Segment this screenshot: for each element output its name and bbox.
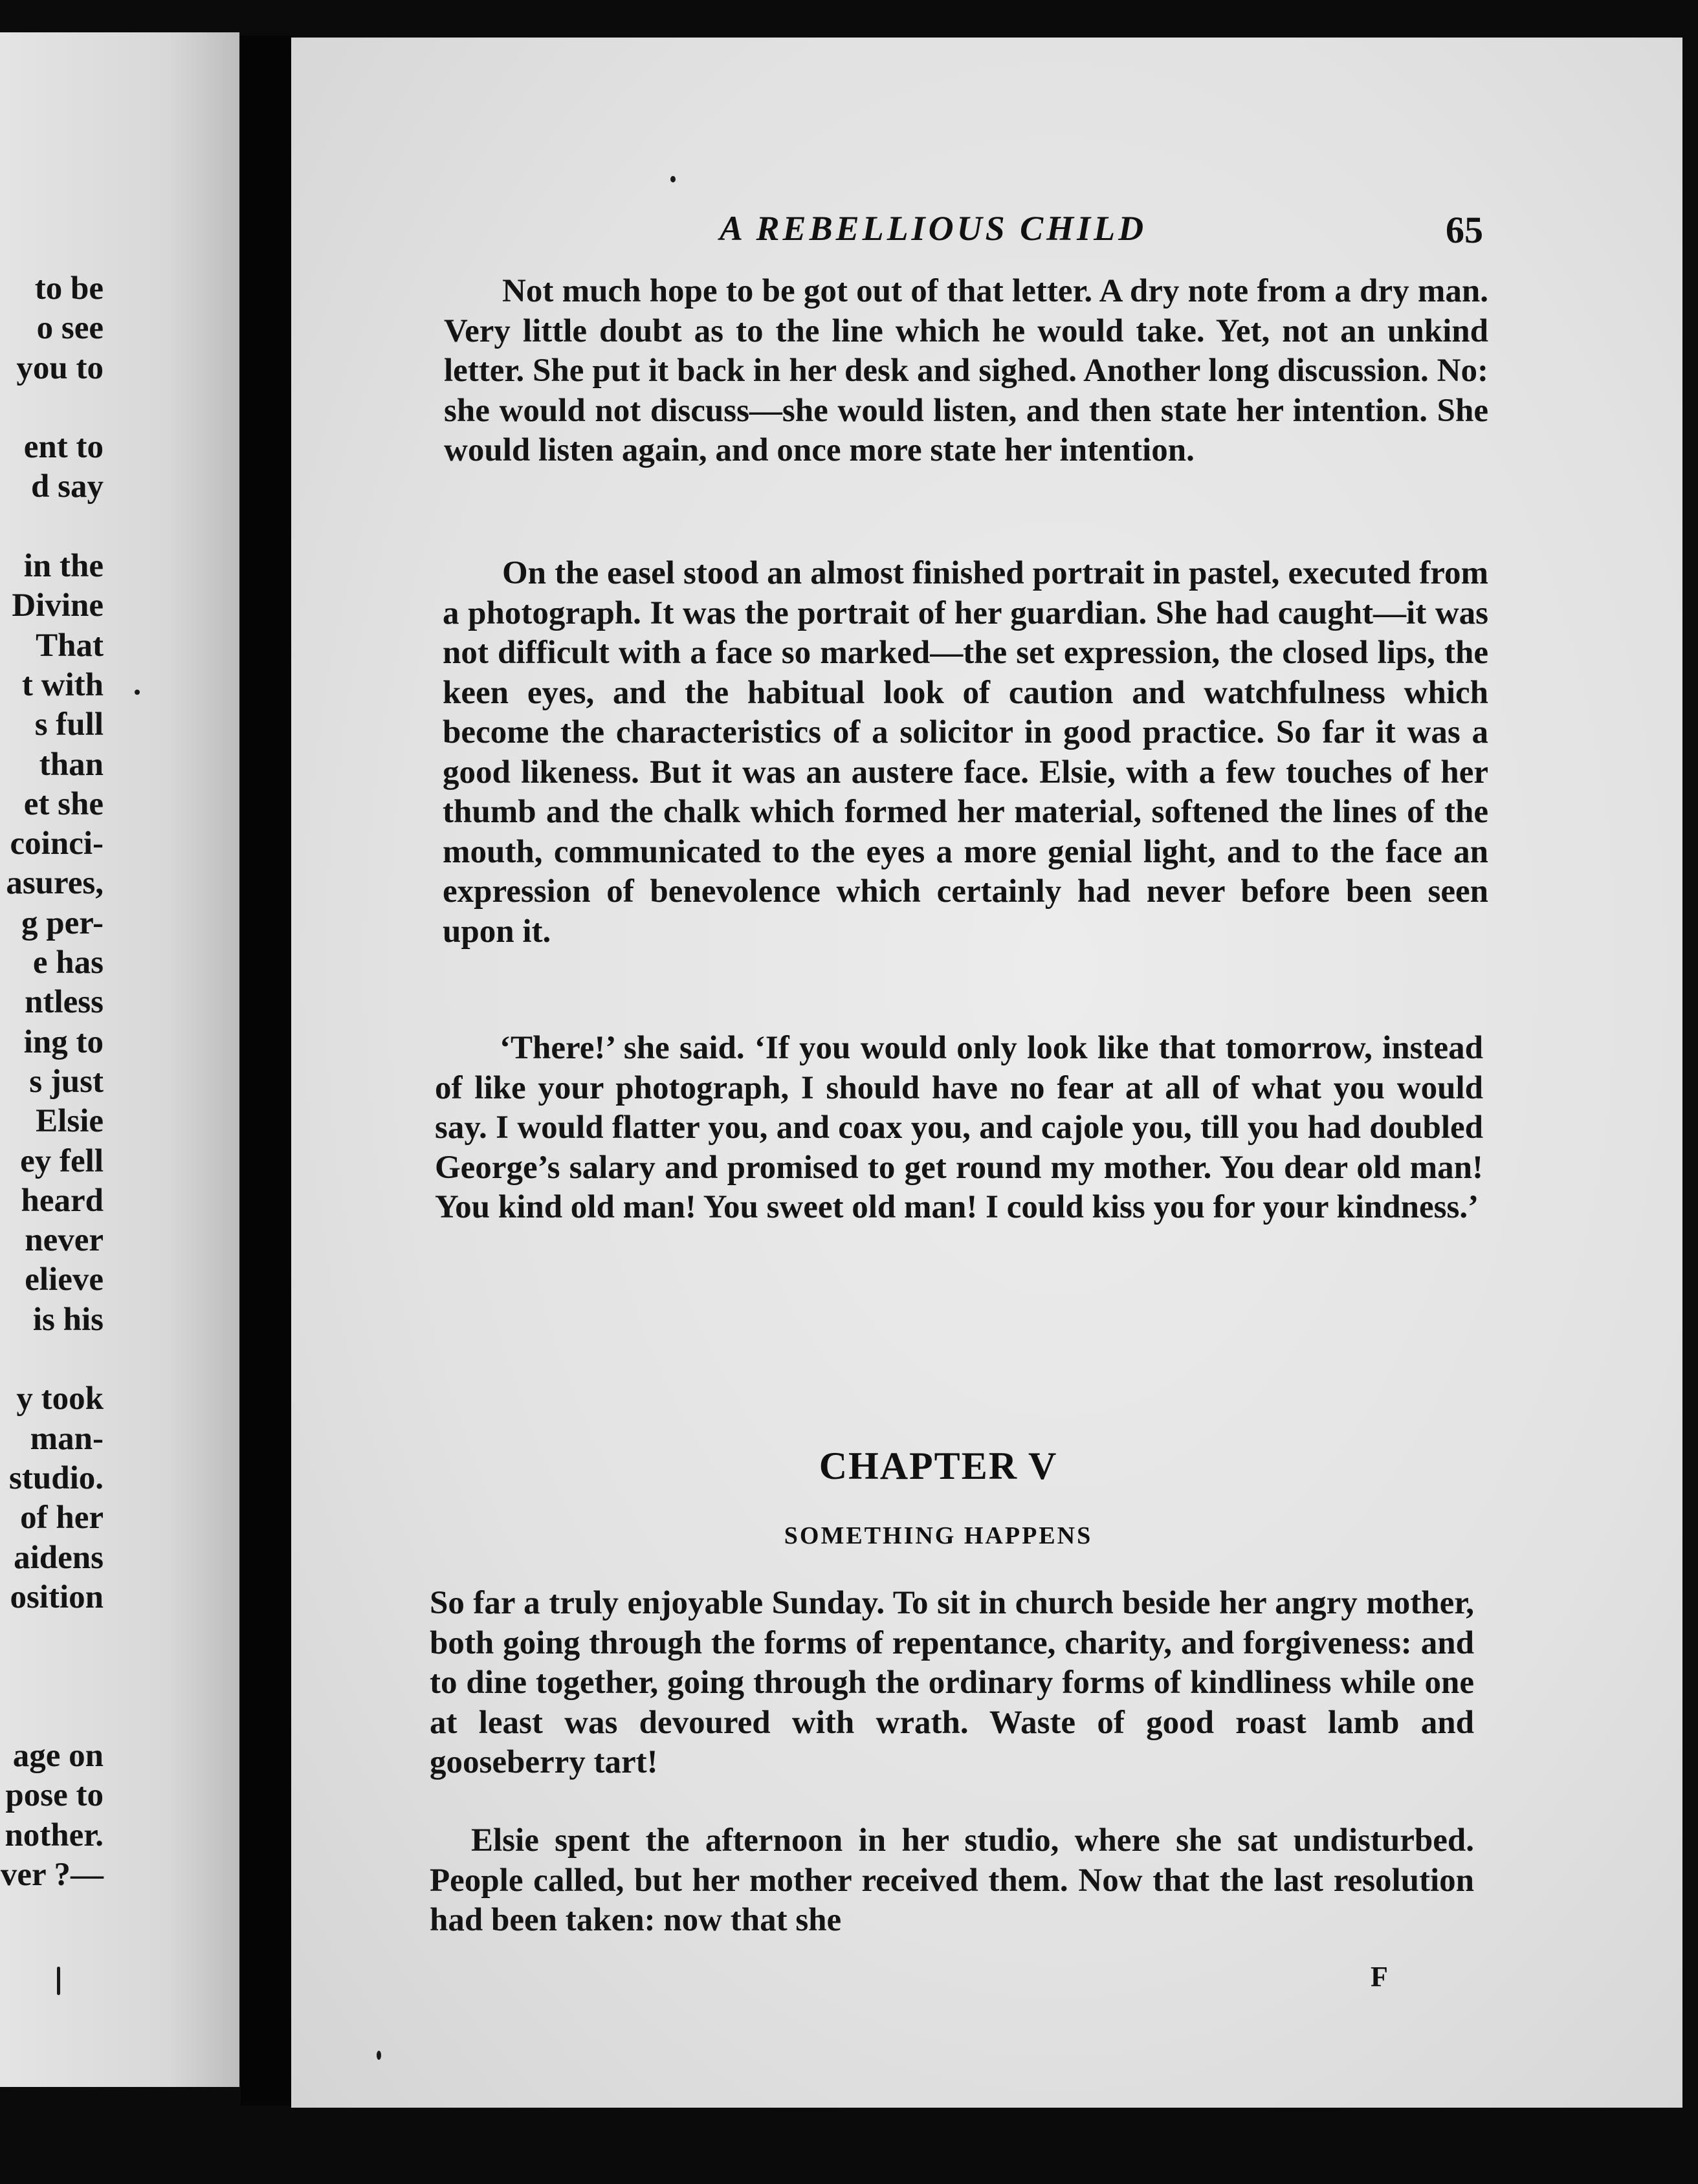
left-page-line [0, 507, 104, 547]
left-page-line: coinci- [10, 825, 104, 862]
left-page-line: s full [34, 706, 104, 743]
left-page-line: osition [10, 1578, 104, 1615]
left-page-line: g per- [21, 904, 104, 941]
left-page-line: s just [29, 1063, 104, 1100]
left-page-line [0, 1657, 104, 1696]
left-page-line: you to [16, 349, 104, 386]
left-page-line: age on [12, 1737, 104, 1774]
page-number: 65 [1446, 209, 1483, 251]
paragraph: So far a truly enjoyable Sunday. To sit in church beside her angry mother, both going through the forms of repentance, charity, and forgiveness: and to dine together, going through the ordinary forms of kindliness while one at least was devoured with wrath. Waste of good roast lamb and gooseberry tart! [430, 1585, 1474, 1780]
left-page-line: et she [23, 785, 104, 822]
ink-speck [377, 2051, 381, 2060]
left-page-line: asures, [6, 865, 104, 902]
left-page-line: o see [36, 310, 104, 347]
left-page-line: ver ?— [0, 1856, 104, 1893]
left-page-line: ing to [23, 1023, 104, 1060]
left-page-line: studio. [9, 1459, 104, 1496]
paragraph: Elsie spent the afternoon in her studio, where she sat undisturbed. People called, but her mother received them. Now that the last resolution had been taken: now that she [430, 1822, 1474, 1938]
left-page-line [0, 1340, 104, 1379]
paragraph: Not much hope to be got out of that letter. A dry note from a dry man. Very little doubt as to the line which he would take. Yet, not an unkind letter. She put it back in her desk and sighed. Another long discussion. No: she would not discuss—she would listen, and then state her intention. She would listen again, and once more state her intention. [444, 273, 1488, 468]
left-page-line: Divine [12, 587, 104, 624]
left-page-line [0, 1617, 104, 1657]
left-facing-page [0, 32, 239, 2087]
left-page-line: man- [30, 1420, 104, 1457]
ink-speck [57, 1967, 60, 1995]
left-page-line [0, 388, 104, 428]
ink-speck [670, 176, 676, 182]
left-page-line: never [25, 1222, 104, 1259]
left-page-line [0, 1697, 104, 1736]
left-page-line: nother. [5, 1817, 104, 1853]
paragraph: ‘There!’ she said. ‘If you would only look like that tomorrow, instead of like your photograph, I should have no fear at all of what you would say. I would flatter you, and coax you, and cajole you, till you had doubled George’s salary and promised to get round my mother. You dear old man! You kind old man! You sweet old man! I could kiss you for your kindness.’ [435, 1030, 1483, 1225]
signature-mark: F [1371, 1961, 1388, 1993]
left-page-line: than [39, 746, 104, 783]
left-page-line: Elsie [36, 1103, 104, 1140]
left-page-line: ent to [23, 429, 104, 466]
left-page-line: That [36, 627, 104, 664]
left-page-line: in the [23, 548, 104, 585]
left-page-line: e has [32, 945, 104, 981]
left-page-line: t with [21, 666, 104, 703]
left-page-line: heard [21, 1182, 104, 1219]
left-page-line: pose to [5, 1777, 104, 1814]
left-page-line: ey fell [20, 1142, 104, 1179]
left-page-line: of her [20, 1500, 104, 1536]
left-page-line: d say [31, 468, 104, 505]
running-head: A REBELLIOUS CHILD [720, 209, 1147, 248]
paragraph: On the easel stood an almost finished portrait in pastel, executed from a photograph. It was the portrait of her guardian. She had caught—it was not difficult with a face so marked—the set expression, the closed lips, the keen eyes, and the habitual look of caution and watchfulness which become the characteristics of a solicitor in good practice. So far it was a good likeness. But it was an austere face. Elsie, with a few touches of her thumb and the chalk which formed her material, softened the lines of the mouth, communicated to the eyes a more genial light, and to the face an expression of benevolence which certainly had never before been seen upon it. [443, 555, 1488, 950]
left-page-line: ntless [25, 984, 104, 1021]
chapter-title: CHAPTER V [819, 1445, 1058, 1487]
left-page-line: aidens [14, 1539, 104, 1576]
left-page-line: is his [32, 1301, 104, 1338]
left-page-line: elieve [25, 1261, 104, 1298]
left-page-line: to be [34, 270, 104, 307]
chapter-subtitle: SOMETHING HAPPENS [784, 1522, 1093, 1549]
ink-speck [135, 690, 140, 695]
left-page-text-fragments [0, 269, 104, 1895]
book-gutter [241, 36, 292, 2106]
left-page-line: y took [16, 1381, 104, 1417]
